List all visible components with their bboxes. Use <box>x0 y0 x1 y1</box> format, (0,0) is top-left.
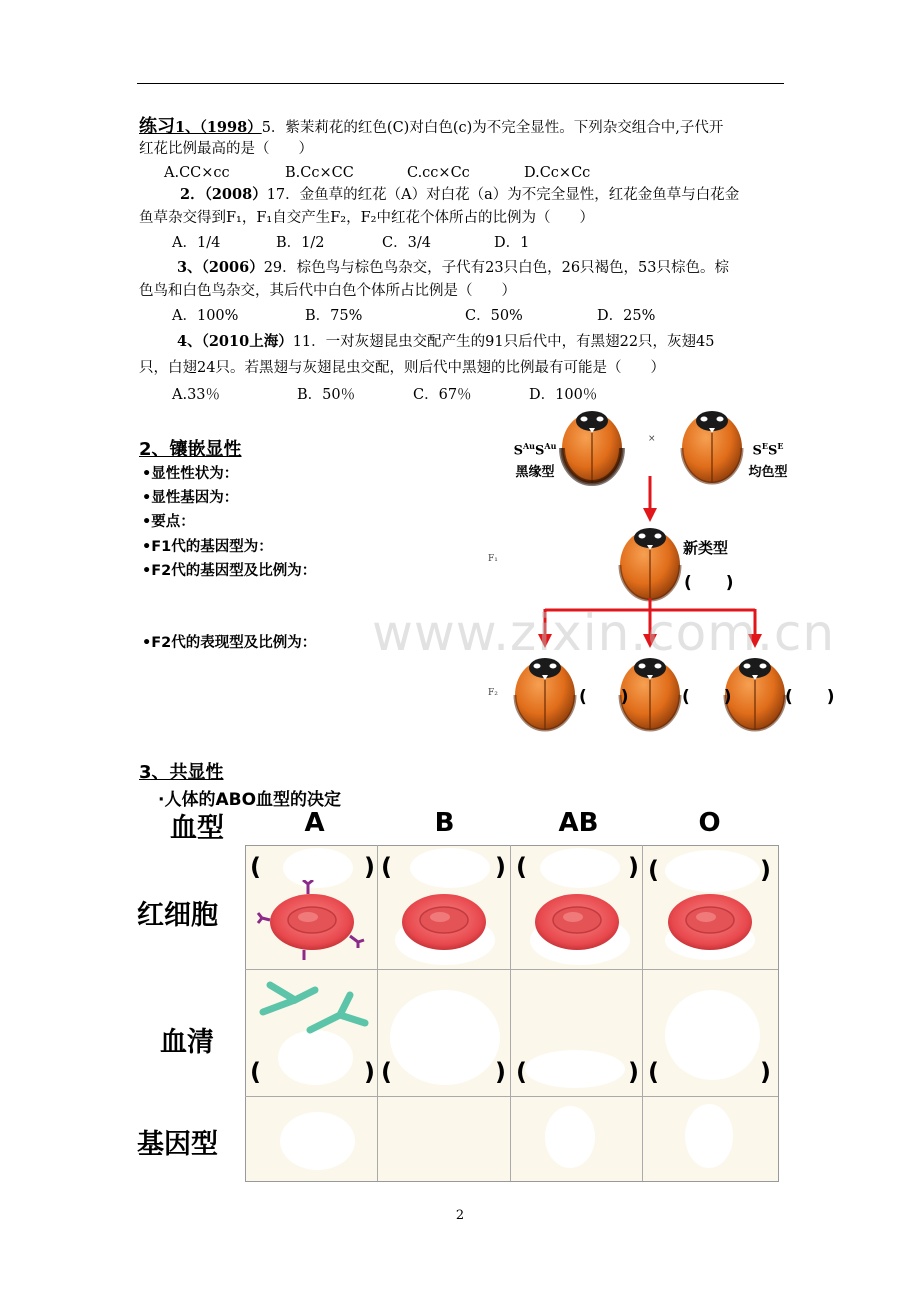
rbc-paren-close-o: ) <box>760 856 771 884</box>
answer-blank <box>685 1104 733 1168</box>
rbc-row <box>245 880 777 970</box>
serum-paren-open-o: ( <box>648 1058 659 1086</box>
parent-ladybug-uniform <box>682 411 742 483</box>
serum-paren-close-b: ) <box>495 1058 506 1086</box>
col-header-ab: AB <box>558 808 599 838</box>
section3-subtitle: ·人体的ABO血型的决定 <box>158 790 342 810</box>
rbc-type-b <box>402 894 486 950</box>
table-divider-h2 <box>245 1096 778 1097</box>
rbc-paren-open-a: ( <box>250 853 261 881</box>
section2-bullet-2: •显性基因为： <box>142 490 239 506</box>
exercise-heading: 练习 <box>139 116 175 137</box>
q4-option-c: C．67％ <box>413 387 472 403</box>
serum-paren-open-ab: ( <box>516 1058 527 1086</box>
parent1-genotype: $S^{Au}S^{Au}$ <box>513 441 557 459</box>
q4-number: 4、（2010上海） <box>177 333 293 350</box>
answer-blank <box>665 990 760 1080</box>
serum-paren-close-o: ) <box>760 1058 771 1086</box>
q2-option-a: A．1/4 <box>172 235 221 251</box>
q1-option-a: A.CC×cc <box>164 165 230 181</box>
header-rule <box>137 83 784 84</box>
q4-line1 <box>177 332 715 352</box>
section3-title: 3、共显性 <box>139 762 224 783</box>
section2-bullet-4: •F1代的基因型为： <box>142 539 273 555</box>
col-header-o: O <box>698 808 721 838</box>
q1-line2: 红花比例最高的是（ ） <box>139 141 313 157</box>
row-header-serum: 血清 <box>160 1027 214 1058</box>
q3-option-c: C．50% <box>465 308 523 324</box>
rbc-type-o <box>668 894 752 950</box>
q4-option-b: B．50％ <box>297 387 356 403</box>
q2-option-c: C．3/4 <box>382 235 431 251</box>
section2-title: 2、镶嵌显性 <box>139 439 242 460</box>
q2-line2: 鱼草杂交得到F₁，F₁自交产生F₂，F₂中红花个体所占的比例为（ ） <box>139 210 594 226</box>
section2-bullet-3: •要点： <box>142 514 195 530</box>
blood-type-corner: 血型 <box>170 813 224 844</box>
q1-number: 1、（1998） <box>175 119 262 136</box>
serum-paren-open-a: ( <box>250 1058 261 1086</box>
rbc-type-a <box>258 880 364 960</box>
q1-line1 <box>139 117 723 138</box>
q4-line2: 只，白翅24只。若黑翅与灰翅昆虫交配，则后代中黑翅的比例最有可能是（ ） <box>139 360 665 376</box>
col-header-b: B <box>434 808 455 838</box>
section2-bullet-5: •F2代的基因型及比例为： <box>142 563 317 579</box>
f2-paren-3: ( ) <box>785 687 835 707</box>
row-header-rbc: 红细胞 <box>137 900 218 931</box>
q1-option-d: D.Cc×Cc <box>524 165 591 181</box>
q4-text: 11．一对灰翅昆虫交配产生的91只后代中，有黑翅22只，灰翅45 <box>292 334 715 350</box>
parent1-label: 黑缘型 <box>515 465 555 480</box>
q4-option-a: A.33％ <box>172 387 221 403</box>
rbc-paren-close-a: ) <box>364 853 375 881</box>
q3-line2: 色鸟和白色鸟杂交，其后代中白色个体所占比例是（ ） <box>139 283 516 299</box>
rbc-paren-open-b: ( <box>381 853 392 881</box>
q1-option-b: B.Cc×CC <box>285 165 354 181</box>
q3-option-a: A．100% <box>172 308 239 324</box>
f1-paren: ( ) <box>684 573 734 593</box>
f1-marker: F₁ <box>488 554 498 564</box>
q3-text: 29．棕色鸟与棕色鸟杂交，子代有23只白色，26只褐色，53只棕色。棕 <box>263 260 730 276</box>
rbc-paren-close-ab: ) <box>628 853 639 881</box>
serum-paren-close-ab: ) <box>628 1058 639 1086</box>
parent2-label: 均色型 <box>748 465 788 480</box>
answer-blank <box>545 1106 595 1168</box>
page-number: 2 <box>455 1208 465 1223</box>
q1-option-c: C.cc×Cc <box>407 165 470 181</box>
rbc-type-ab <box>535 894 619 950</box>
answer-blank <box>390 990 500 1085</box>
f1-ladybug <box>620 528 680 600</box>
q3-line1 <box>177 258 729 278</box>
parent2-genotype: $S^ES^E$ <box>752 441 784 459</box>
antibodies-type-a <box>255 975 375 1045</box>
q2-line1 <box>180 185 739 205</box>
q2-text: 17．金鱼草的红花（A）对白花（a）为不完全显性，红花金鱼草与白花金 <box>266 187 740 203</box>
serum-paren-open-b: ( <box>381 1058 392 1086</box>
q3-option-d: D．25% <box>597 308 656 324</box>
q2-number: 2．（2008） <box>180 186 267 203</box>
section2-bullet-6: •F2代的表现型及比例为： <box>142 635 317 651</box>
cross-sign: × <box>648 434 656 444</box>
col-header-a: A <box>304 808 325 838</box>
q4-option-d: D．100％ <box>529 387 598 403</box>
f2-paren-1: ( ) <box>579 687 629 707</box>
section2-bullet-1: •显性性状为： <box>142 466 239 482</box>
row-header-genotype: 基因型 <box>137 1129 218 1160</box>
q3-number: 3、（2006） <box>177 259 264 276</box>
answer-blank <box>525 1050 625 1088</box>
q1-text: 5．紫茉莉花的红色(C)对白色(c)为不完全显性。下列杂交组合中,子代开 <box>261 120 724 136</box>
rbc-paren-open-o: ( <box>648 856 659 884</box>
f1-label: 新类型 <box>683 539 729 557</box>
f2-ladybug-2 <box>620 658 680 730</box>
watermark: www.zixin.com.cn <box>372 604 836 662</box>
parent-ladybug-black-rim <box>562 411 622 483</box>
f2-ladybug-3 <box>725 658 785 730</box>
f2-ladybug-1 <box>515 658 575 730</box>
rbc-paren-open-ab: ( <box>516 853 527 881</box>
q2-option-b: B．1/2 <box>276 235 325 251</box>
q2-option-d: D．1 <box>494 235 530 251</box>
serum-paren-close-a: ) <box>364 1058 375 1086</box>
q3-option-b: B．75% <box>305 308 363 324</box>
rbc-paren-close-b: ) <box>495 853 506 881</box>
f2-paren-2: ( ) <box>682 687 732 707</box>
f2-marker: F₂ <box>488 688 498 698</box>
answer-blank <box>280 1112 355 1170</box>
arrow-to-f1 <box>643 476 657 522</box>
